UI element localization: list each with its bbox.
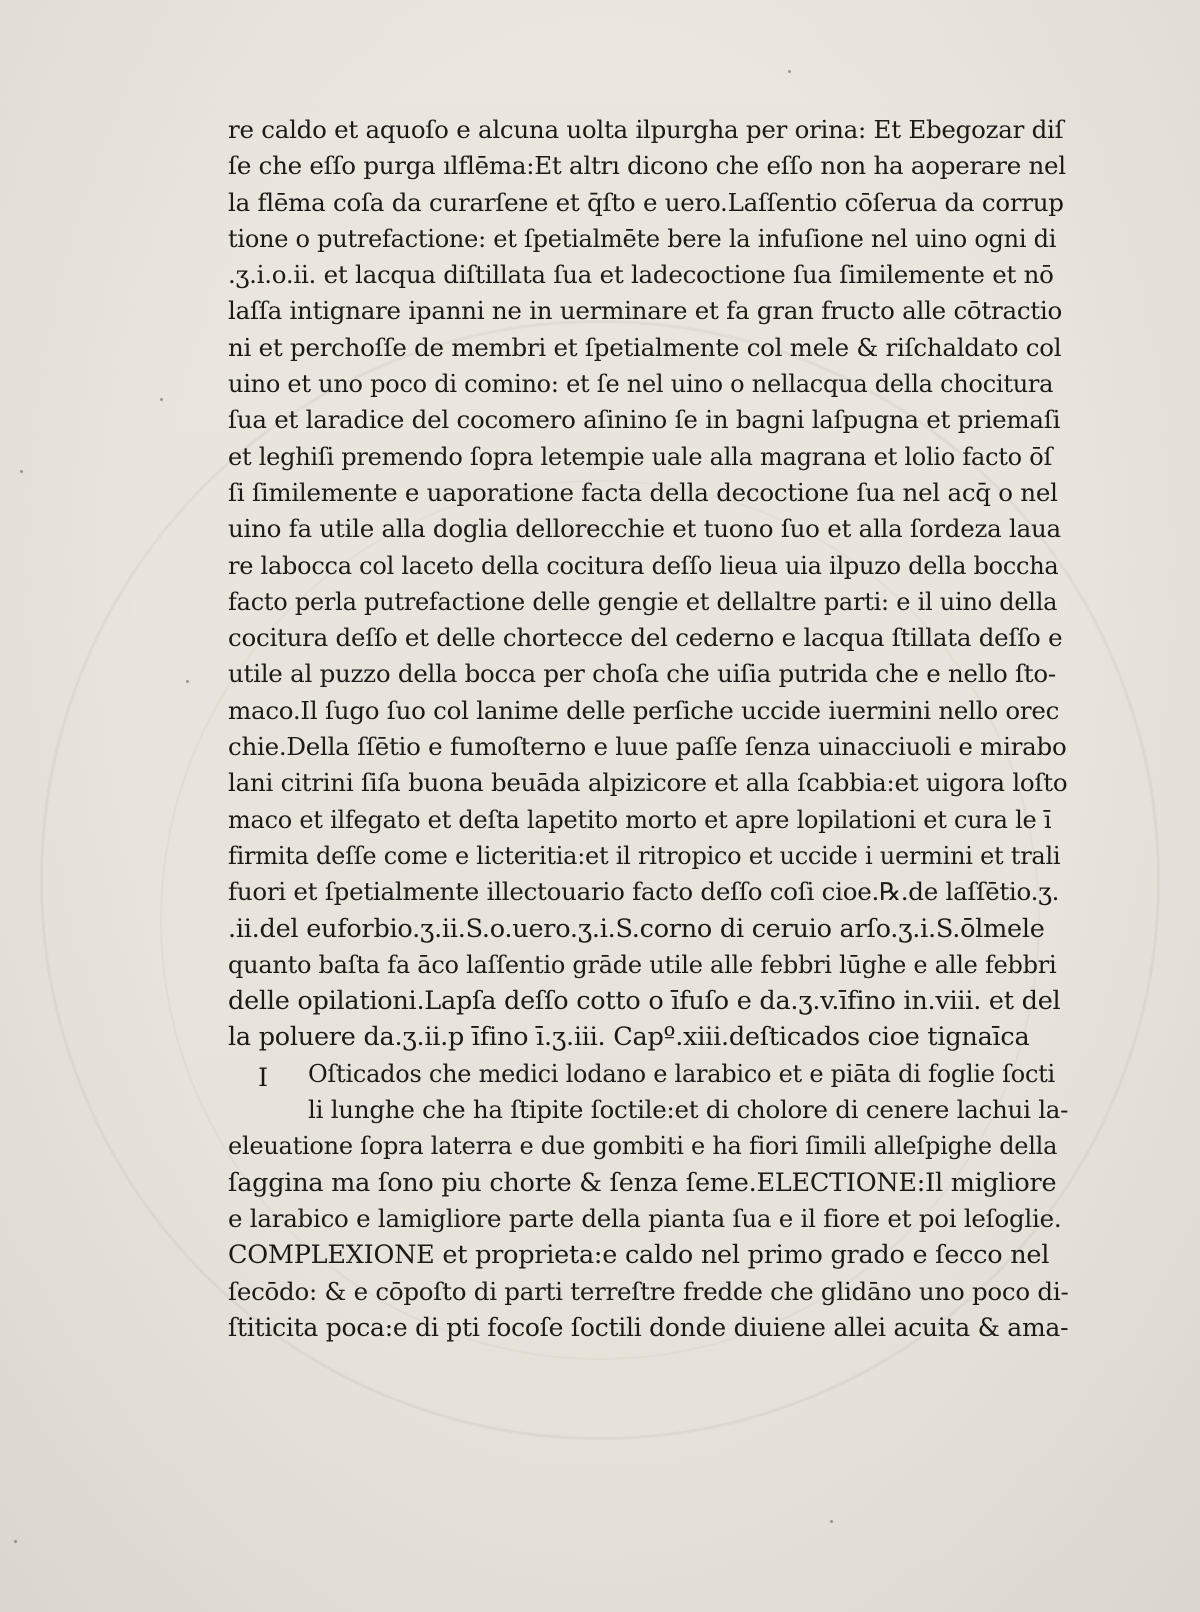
text-line: re labocca col laceto della cocitura deſſo lieua uia ilpuzo della boccha bbox=[228, 551, 1059, 580]
text-line: ni et perchoſſe de membri et ſpetialmente col mele & riſchaldato col bbox=[228, 332, 1062, 362]
text-line: eleuatione ſopra laterra e due gombiti e ha fiori ſimili alleſpighe della bbox=[228, 1132, 1058, 1161]
text-line: ſaggina ma ſono piu chorte & ſenza ſeme.ELECTIONE:Il migliore bbox=[228, 1167, 1057, 1198]
paper-speck bbox=[160, 398, 163, 401]
paper-speck bbox=[186, 680, 189, 683]
text-line: uino et uno poco di comino: et ſe nel uino o nellacqua della chocitura bbox=[228, 370, 1054, 399]
text-line: ſe che eſſo purga ılflēma:Et altrı dicono che eſſo non ha aoperare nel bbox=[228, 151, 1066, 181]
text-line: cocitura deſſo et delle chortecce del cederno e lacqua ſtillata deſſo e bbox=[228, 623, 1063, 653]
text-line: .ʒ.i.o.ii. et lacqua diſtillata ſua et ladecoctione ſua ſimilemente et nō bbox=[228, 260, 1054, 290]
text-line: e larabico e lamigliore parte della pianta ſua e il fiore et poi leſoglie. bbox=[228, 1203, 1062, 1233]
paper-speck bbox=[14, 1540, 17, 1543]
text-line: ſtiticita poca:e di pti focoſe ſoctili donde diuiene allei acuita & ama- bbox=[228, 1312, 1069, 1342]
text-line: ſecōdo: & e cōpoſto di parti terreſtre fredde che glidāno uno poco di- bbox=[228, 1276, 1069, 1306]
text-line: lani citrini ſiſa buona beuāda alpizicore et alla ſcabbia:et uigora loſto bbox=[228, 768, 1068, 798]
text-block bbox=[228, 112, 1068, 1346]
text-line: la flēma coſa da curarſene et q̄ſto e uero.Laſſentio cōſerua da corrup bbox=[228, 187, 1064, 217]
text-line: tione o putrefactione: et ſpetialmēte bere la infuſione nel uino ogni di bbox=[228, 224, 1057, 253]
chapter-heading-line: la poluere da.ʒ.ii.p īfino ī.ʒ.iii. Capº.xiii.deſticados cioe tignaīca bbox=[228, 1022, 1030, 1053]
text-line: quanto baſta fa āco laſſentio grāde utile alle febbri lūghe e alle febbri bbox=[228, 950, 1057, 979]
text-line: .ii.del euforbio.ʒ.ii.S.o.uero.ʒ.i.S.corno di ceruio arſo.ʒ.i.S.ōlmele bbox=[228, 913, 1045, 944]
text-line: chie.Della ſſētio e fumoſterno e luue paſſe ſenza uinacciuoli e mirabo bbox=[228, 732, 1067, 762]
text-line: ſi ſimilemente e uaporatione facta della decoctione ſua nel acq̄ o nel bbox=[228, 477, 1058, 507]
text-line: ſua et laradice del cocomero aſinino ſe in bagni laſpugna et priemaſi bbox=[228, 405, 1061, 435]
text-line: maco.Il ſugo ſuo col lanime delle perſiche uccide iuermini nello orec bbox=[228, 695, 1060, 725]
paper-speck bbox=[20, 470, 23, 473]
text-line: re caldo et aquoſo e alcuna uolta ilpurgha per orina: Et Ebegozar diſ bbox=[228, 115, 1064, 144]
text-line: maco et ilfegato et deſta lapetito morto et apre lopilationi et cura le ī bbox=[228, 805, 1052, 834]
text-line: et leghiſi premendo ſopra letempie uale alla magrana et lolio facto ōſ bbox=[228, 442, 1053, 471]
paper-speck bbox=[830, 1520, 833, 1523]
text-line: uino fa utile alla doglia dellorecchie et tuono ſuo et alla ſordeza laua bbox=[228, 514, 1061, 544]
text-line: fuori et ſpetialmente illectouario facto deſſo coſi cioe.℞.de laſſētio.ʒ. bbox=[228, 877, 1060, 907]
text-line: li lunghe che ha ſtipite ſoctile:et di cholore di cenere lachui la- bbox=[308, 1095, 1069, 1125]
text-line: Oſticados che medici lodano e larabico et e piāta di foglie ſocti bbox=[308, 1059, 1055, 1088]
text-line: utile al puzzo della bocca per choſa che uiſia putrida che e nello ſto- bbox=[228, 659, 1056, 689]
text-line: firmita deſſe come e licteritia:et il ritropico et uccide i uermini et trali bbox=[228, 841, 1061, 870]
text-line: laſſa intignare ipanni ne in uerminare et fa gran fructo alle cōtractio bbox=[228, 296, 1062, 326]
text-line: COMPLEXIONE et proprieta:e caldo nel primo grado e ſecco nel bbox=[228, 1240, 1050, 1271]
paper-speck bbox=[788, 70, 791, 73]
text-line: delle opilationi.Lapſa deſſo cotto o īfuſo e da.ʒ.v.īfino in.viii. et del bbox=[228, 986, 1061, 1017]
text-line: facto perla putrefactione delle gengie et dellaltre parti: e il uino della bbox=[228, 587, 1058, 616]
guide-letter: I bbox=[258, 1063, 269, 1093]
